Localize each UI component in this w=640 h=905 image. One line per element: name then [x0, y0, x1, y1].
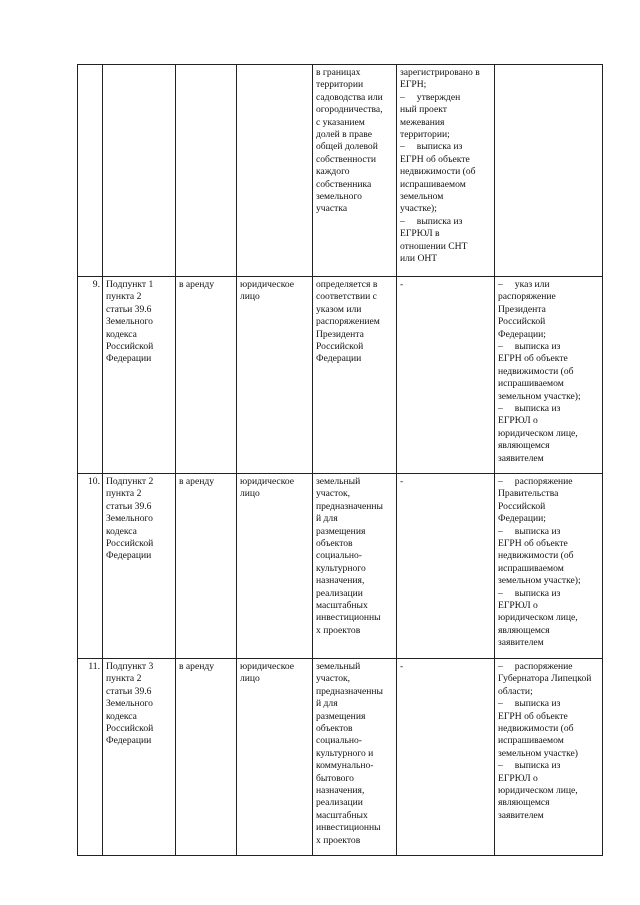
cell-text-line: садоводства или — [316, 91, 383, 103]
cell-text-line: Российской — [498, 316, 546, 328]
cell-text-line: Губернатора Липецкой — [498, 673, 592, 685]
cell-text-line: – выписка из — [498, 403, 561, 415]
cell-text-line: – утвержден — [400, 91, 461, 103]
cell-text-line: - — [400, 476, 404, 487]
purpose-cell — [176, 65, 237, 277]
cell-text-line: Российской — [106, 341, 154, 353]
cell-text-line: й для — [316, 698, 338, 710]
cell-text-line: недвижимости (об — [498, 550, 574, 562]
cell-text-line: распоряжение — [498, 291, 556, 303]
applicant-type-cell — [237, 65, 313, 277]
requested-documents-cell — [495, 659, 603, 856]
cell-text-line: х проектов — [316, 834, 361, 846]
cell-text-line: пункта 2 — [106, 291, 142, 303]
cell-text-line: ЕГРН об объекте — [498, 538, 568, 550]
cell-text-line: земельном участке); — [498, 390, 581, 402]
cell-text-line: в аренду — [179, 279, 215, 290]
cell-text-line: участка — [316, 203, 348, 215]
cell-text-line: реализации — [316, 797, 363, 809]
cell-text-line: Федерации; — [498, 513, 546, 525]
cell-text-line: недвижимости (об — [400, 166, 476, 178]
cell-text-line: Российской — [106, 538, 154, 550]
cell-text-line: - — [400, 661, 404, 672]
cell-text-line: являющемся — [498, 440, 550, 452]
cell-text-line: Федерации — [316, 353, 362, 365]
cell-text-line: Правительства — [498, 488, 559, 500]
cell-text-line: инвестиционны — [316, 612, 381, 624]
cell-text-line: распоряжением — [316, 316, 380, 328]
cell-text-line: назначения, — [316, 785, 365, 797]
cell-text-line: области; — [498, 685, 533, 697]
purpose-cell — [176, 659, 237, 856]
requested-documents-cell — [495, 474, 603, 659]
cell-text-line: каждого — [316, 166, 350, 178]
cell-text-line: объектов — [316, 538, 353, 550]
cell-text-line: Российской — [498, 500, 546, 512]
cell-text-line: заявителем — [498, 809, 544, 821]
cell-text-line: Российской — [106, 723, 154, 735]
cell-text-line: ЕГРЮЛ о — [498, 415, 538, 427]
land-plot-grounds-cell — [313, 65, 397, 277]
land-allocation-table — [77, 64, 603, 856]
applicant-documents-cell — [397, 65, 495, 277]
cell-text-line: заявителем — [498, 452, 544, 464]
cell-text-line: огородничества, — [316, 104, 383, 116]
cell-text-line: – выписка из — [400, 215, 463, 227]
cell-text-line: земельного — [316, 191, 362, 203]
cell-text-line: зарегистрировано в — [400, 67, 480, 78]
cell-text-line: отношении СНТ — [400, 240, 468, 252]
land-plot-grounds-cell — [313, 659, 397, 856]
cell-text-line: коммунально- — [316, 760, 374, 772]
row-number — [78, 474, 103, 659]
cell-text-line: статьи 39.6 — [106, 500, 152, 512]
cell-text-line: – выписка из — [400, 141, 463, 153]
cell-text-line: бытового — [316, 772, 354, 784]
applicant-documents-cell — [397, 659, 495, 856]
row-number-text: 9. — [92, 279, 100, 290]
cell-text-line: предназначенны — [316, 685, 383, 697]
cell-text-line: статьи 39.6 — [106, 685, 152, 697]
cell-text-line: юридическое — [240, 279, 295, 290]
cell-text-line: земельном участке) — [498, 747, 578, 759]
cell-text-line: Федерации — [106, 550, 152, 562]
cell-text-line: пункта 2 — [106, 488, 142, 500]
cell-text-line: юридическое — [240, 661, 295, 672]
applicant-type-cell — [237, 659, 313, 856]
applicant-documents-cell — [397, 277, 495, 474]
cell-text-line: лицо — [240, 673, 260, 685]
cell-text-line: долей в праве — [316, 129, 372, 141]
cell-text-line: Президента — [498, 303, 546, 315]
applicant-type-cell — [237, 277, 313, 474]
cell-text-line: Федерации — [106, 353, 152, 365]
cell-text-line: – выписка из — [498, 341, 561, 353]
cell-text-line: являющемся — [498, 624, 550, 636]
cell-text-line: земельный — [316, 661, 361, 672]
table-body — [78, 65, 603, 856]
cell-text-line: кодекса — [106, 328, 137, 340]
cell-text-line: Президента — [316, 328, 364, 340]
cell-text-line: или ОНТ — [400, 253, 438, 265]
cell-text-line: территории; — [400, 129, 450, 141]
cell-text-line: Земельного — [106, 698, 153, 710]
requested-documents-cell — [495, 65, 603, 277]
cell-text-line: – распоряжение — [498, 476, 573, 487]
cell-text-line: участок, — [316, 488, 351, 500]
cell-text-line: в аренду — [179, 661, 215, 672]
cell-text-line: масштабных — [316, 809, 368, 821]
cell-text-line: ЕГРН об объекте — [498, 353, 568, 365]
cell-text-line: Земельного — [106, 513, 153, 525]
applicant-documents-cell — [397, 474, 495, 659]
cell-text-line: лицо — [240, 291, 260, 303]
cell-text-line: предназначенны — [316, 500, 383, 512]
cell-text-line: собственности — [316, 153, 377, 165]
cell-text-line: в границах — [316, 67, 361, 78]
cell-text-line: юридическом лице, — [498, 785, 578, 797]
cell-text-line: недвижимости (об — [498, 723, 574, 735]
cell-text-line: испрашиваемом — [498, 735, 564, 747]
land-plot-grounds-cell — [313, 277, 397, 474]
cell-text-line: земельном — [400, 191, 444, 203]
cell-text-line: объектов — [316, 723, 353, 735]
row-number — [78, 659, 103, 856]
cell-text-line: земельном участке); — [498, 575, 581, 587]
row-number-text: 11. — [88, 661, 100, 672]
requested-documents-cell — [495, 277, 603, 474]
cell-text-line: ЕГРЮЛ о — [498, 600, 538, 612]
cell-text-line: являющемся — [498, 797, 550, 809]
cell-text-line: х проектов — [316, 624, 361, 636]
purpose-cell — [176, 474, 237, 659]
cell-text-line: определяется в — [316, 279, 378, 290]
cell-text-line: испрашиваемом — [400, 178, 466, 190]
cell-text-line: общей долевой — [316, 141, 378, 153]
cell-text-line: культурного и — [316, 747, 374, 759]
row-number — [78, 65, 103, 277]
cell-text-line: – распоряжение — [498, 661, 573, 672]
cell-text-line: юридическое — [240, 476, 295, 487]
cell-text-line: ЕГРН; — [400, 79, 427, 91]
cell-text-line: Подпункт 2 — [106, 476, 154, 487]
row-number-text: 10. — [88, 476, 100, 487]
cell-text-line: назначения, — [316, 575, 365, 587]
table-row — [78, 65, 603, 277]
cell-text-line: собственника — [316, 178, 372, 190]
cell-text-line: ЕГРЮЛ о — [498, 772, 538, 784]
cell-text-line: ный проект — [400, 104, 447, 116]
cell-text-line: территории — [316, 79, 364, 91]
cell-text-line: Земельного — [106, 316, 153, 328]
cell-text-line: Подпункт 1 — [106, 279, 154, 290]
table-row — [78, 474, 603, 659]
legal-basis-cell — [103, 277, 176, 474]
cell-text-line: статьи 39.6 — [106, 303, 152, 315]
cell-text-line: указом или — [316, 303, 362, 315]
cell-text-line: юридическом лице, — [498, 612, 578, 624]
cell-text-line: недвижимости (об — [498, 365, 574, 377]
cell-text-line: участке); — [400, 203, 437, 215]
cell-text-line: Подпункт 3 — [106, 661, 154, 672]
cell-text-line: – указ или — [498, 279, 550, 290]
cell-text-line: межевания — [400, 116, 445, 128]
cell-text-line: – выписка из — [498, 698, 561, 710]
cell-text-line: – выписка из — [498, 587, 561, 599]
cell-text-line: с указанием — [316, 116, 365, 128]
cell-text-line: заявителем — [498, 637, 544, 649]
cell-text-line: участок, — [316, 673, 351, 685]
cell-text-line: испрашиваемом — [498, 378, 564, 390]
cell-text-line: ЕГРЮЛ в — [400, 228, 440, 240]
cell-text-line: – выписка из — [498, 525, 561, 537]
purpose-cell — [176, 277, 237, 474]
cell-text-line: в аренду — [179, 476, 215, 487]
cell-text-line: Российской — [316, 341, 364, 353]
cell-text-line: – выписка из — [498, 760, 561, 772]
cell-text-line: земельный — [316, 476, 361, 487]
cell-text-line: размещения — [316, 525, 366, 537]
cell-text-line: й для — [316, 513, 338, 525]
cell-text-line: лицо — [240, 488, 260, 500]
land-plot-grounds-cell — [313, 474, 397, 659]
cell-text-line: - — [400, 279, 404, 290]
table-row — [78, 659, 603, 856]
cell-text-line: реализации — [316, 587, 363, 599]
cell-text-line: инвестиционны — [316, 822, 381, 834]
cell-text-line: культурного — [316, 562, 366, 574]
cell-text-line: социально- — [316, 735, 362, 747]
cell-text-line: ЕГРН об объекте — [400, 153, 470, 165]
cell-text-line: кодекса — [106, 710, 137, 722]
cell-text-line: ЕГРН об объекте — [498, 710, 568, 722]
cell-text-line: размещения — [316, 710, 366, 722]
cell-text-line: социально- — [316, 550, 362, 562]
cell-text-line: Федерации; — [498, 328, 546, 340]
cell-text-line: пункта 2 — [106, 673, 142, 685]
cell-text-line: испрашиваемом — [498, 562, 564, 574]
table-row — [78, 277, 603, 474]
cell-text-line: Федерации — [106, 735, 152, 747]
legal-basis-cell — [103, 65, 176, 277]
cell-text-line: юридическом лице, — [498, 427, 578, 439]
cell-text-line: кодекса — [106, 525, 137, 537]
applicant-type-cell — [237, 474, 313, 659]
legal-basis-cell — [103, 659, 176, 856]
cell-text-line: соответствии с — [316, 291, 377, 303]
cell-text-line: масштабных — [316, 600, 368, 612]
legal-basis-cell — [103, 474, 176, 659]
row-number — [78, 277, 103, 474]
